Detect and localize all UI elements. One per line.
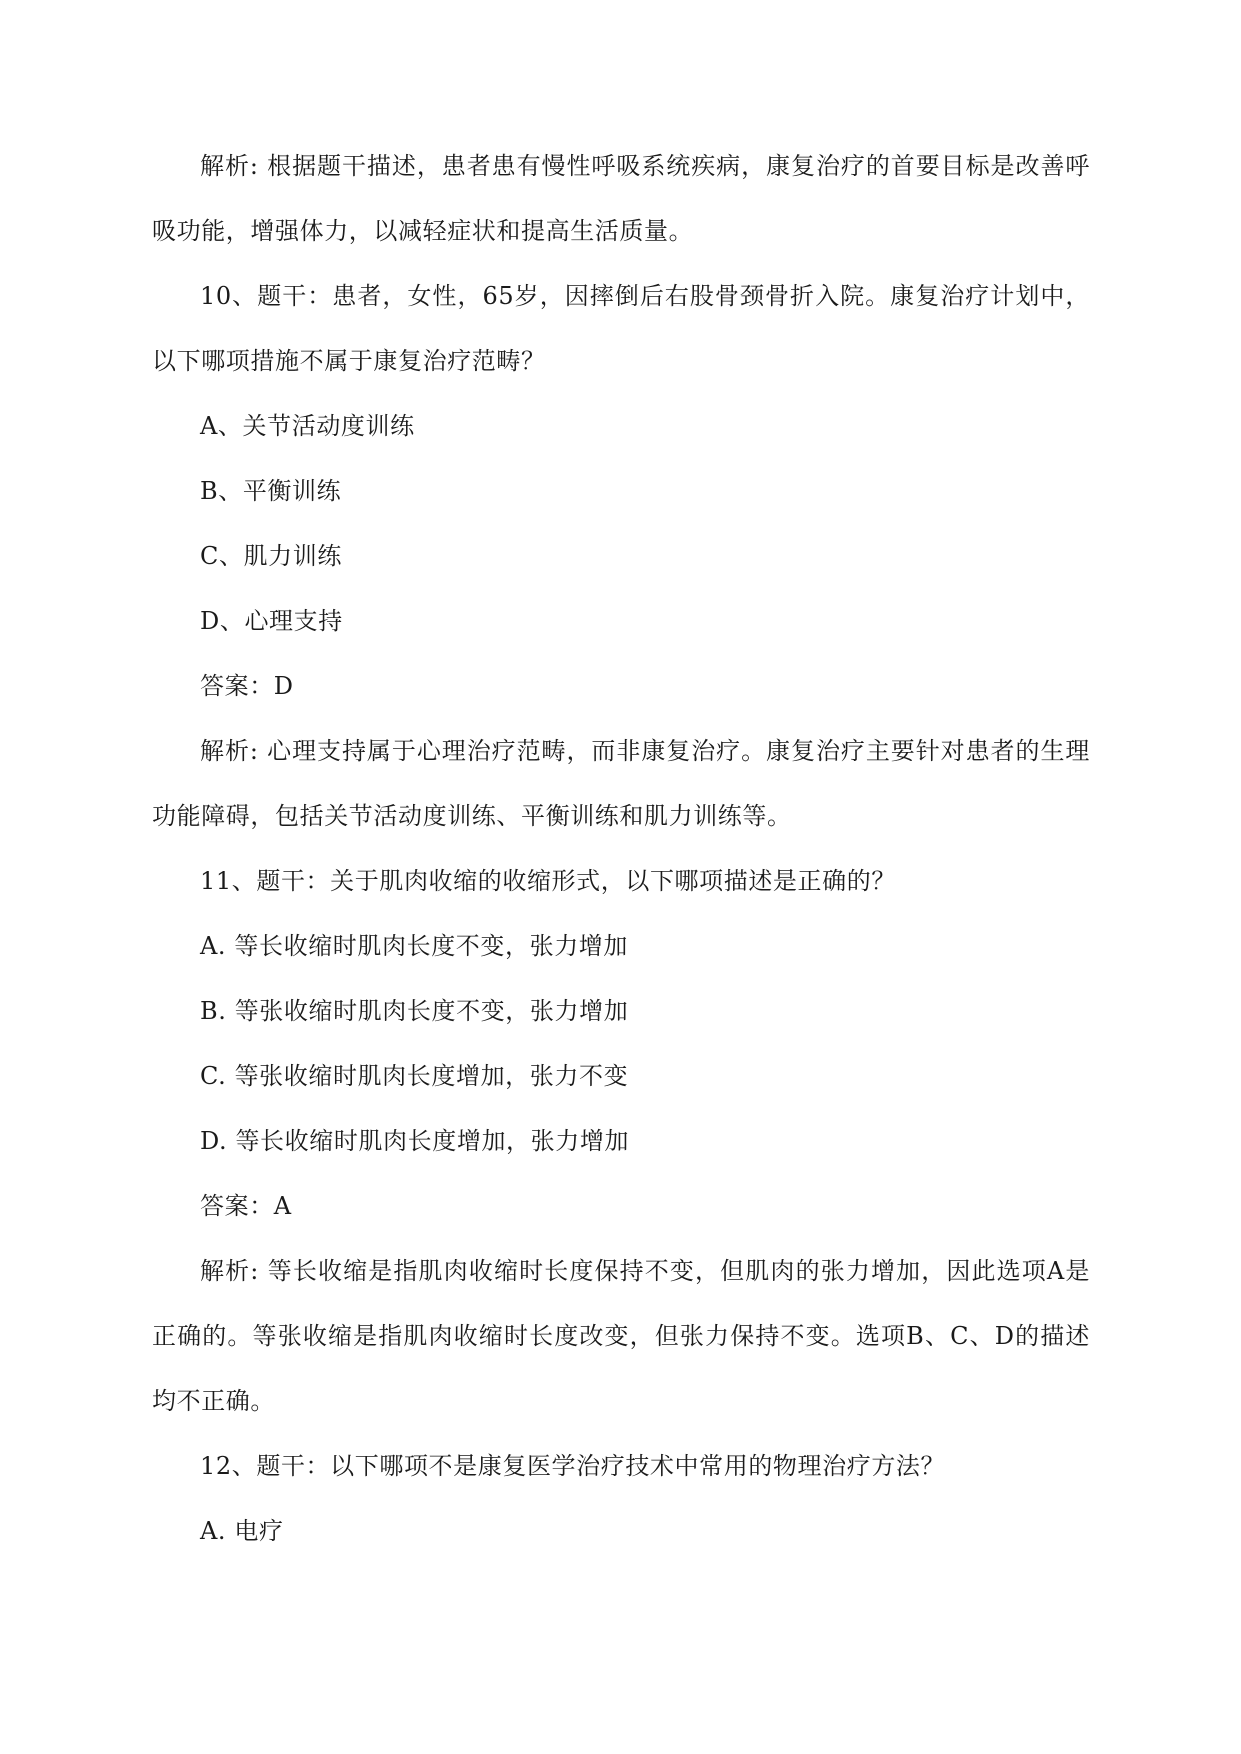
question-10-answer: 答案：D [200, 672, 294, 700]
question-10-explanation: 解析: 心理支持属于心理治疗范畴，而非康复治疗。康复治疗主要针对患者的生理功能障碍，包括关节活动度训练、平衡训练和肌力训练等。 [152, 737, 1090, 830]
question-11-option-c: C. 等张收缩时肌肉长度增加，张力不变 [200, 1062, 629, 1090]
explanation-q9: 解析: 根据题干描述，患者患有慢性呼吸系统疾病，康复治疗的首要目标是改善呼吸功能，增强体力，以减轻症状和提高生活质量。 [152, 152, 1090, 245]
question-10-option-a: A、关节活动度训练 [200, 412, 415, 440]
question-11-option-d: D. 等长收缩时肌肉长度增加，张力增加 [200, 1127, 630, 1155]
question-12-option-a: A. 电疗 [200, 1517, 284, 1545]
question-11-option-b: B. 等张收缩时肌肉长度不变，张力增加 [200, 997, 629, 1025]
question-12-stem: 12、题干：以下哪项不是康复医学治疗技术中常用的物理治疗方法？ [200, 1452, 946, 1480]
question-10-option-d: D、心理支持 [200, 607, 343, 635]
question-10-option-c: C、肌力训练 [200, 542, 342, 570]
question-10-option-b: B、平衡训练 [200, 477, 342, 505]
page-content [152, 134, 1090, 1564]
question-11-stem: 11、题干：关于肌肉收缩的收缩形式，以下哪项描述是正确的？ [200, 867, 896, 895]
question-10-stem: 10、题干：患者，女性，65岁，因摔倒后右股骨颈骨折入院。康复治疗计划中，以下哪项措施不属于康复治疗范畴？ [152, 282, 1090, 375]
question-11-option-a: A. 等长收缩时肌肉长度不变，张力增加 [200, 932, 628, 960]
question-11-answer: 答案：A [200, 1192, 292, 1220]
question-11-explanation: 解析: 等长收缩是指肌肉收缩时长度保持不变，但肌肉的张力增加，因此选项A是正确的。等张收缩是指肌肉收缩时长度改变，但张力保持不变。选项B、C、D的描述均不正确。 [152, 1257, 1090, 1415]
